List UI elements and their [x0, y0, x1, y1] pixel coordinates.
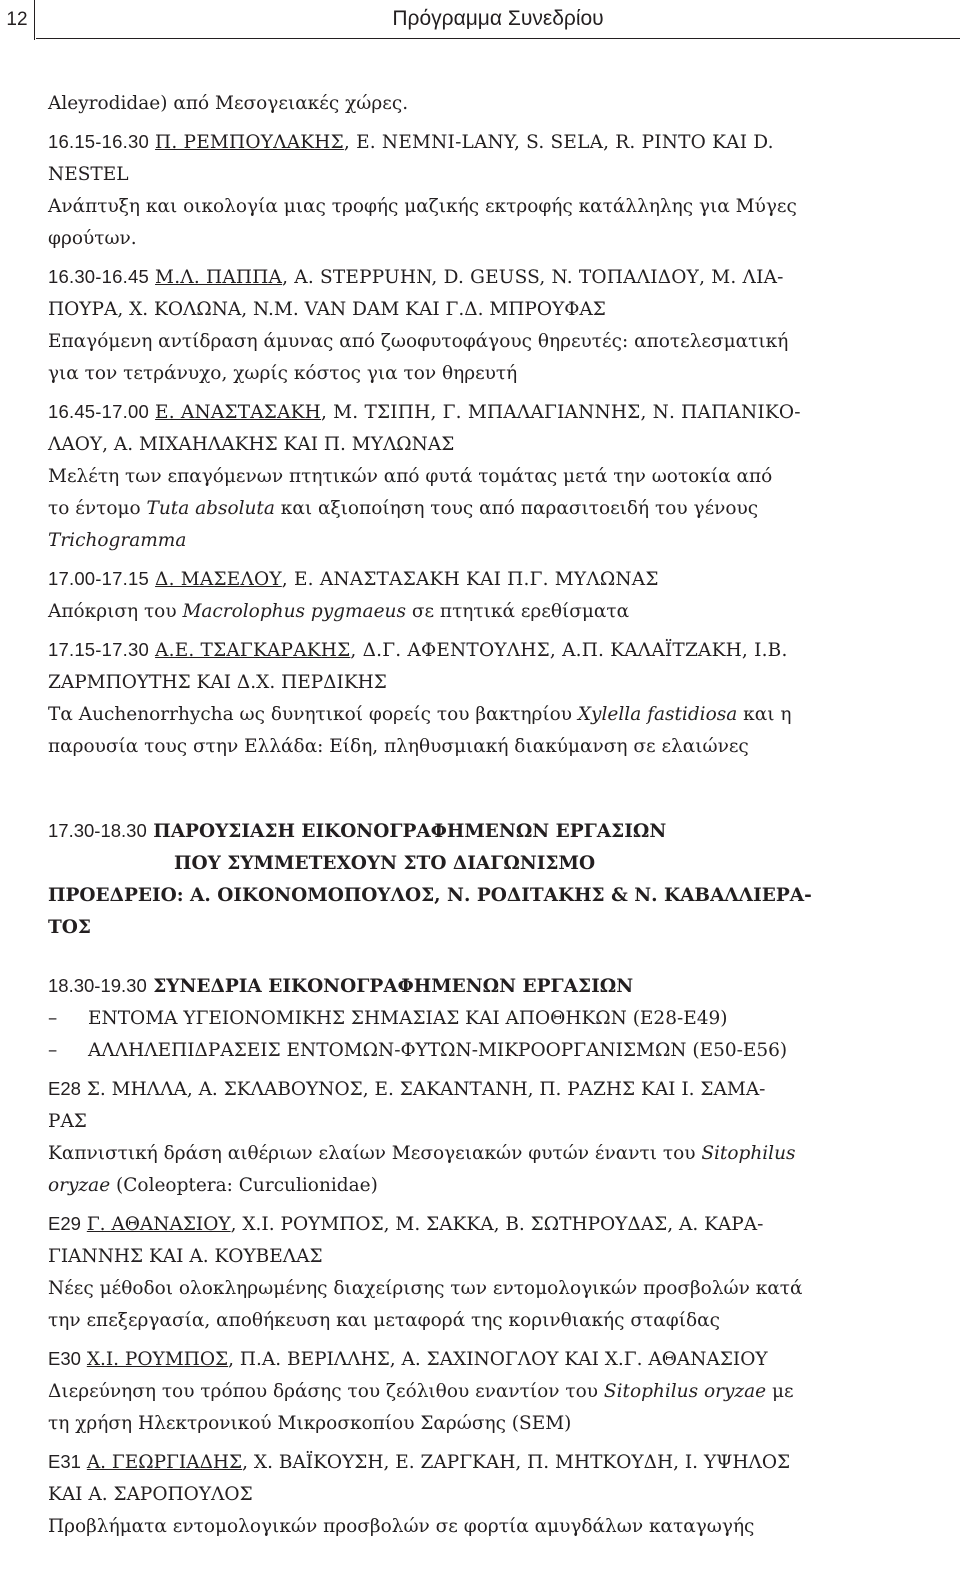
talk-entry: [48, 563, 928, 628]
poster-presenter: Σ. ΜΗΛΛΑ: [86, 1079, 187, 1100]
spacer: [48, 769, 928, 795]
talk-entry: 16.45-17.00 Ε. ΑΝΑΣΤΑΣΑΚΗ, Μ. ΤΣΙΠΗ, Γ. ΜΠΑΛΑΓΙΑΝΝΗΣ, Ν. ΠΑΠΑΝΙΚΟ- ΛΑΟΥ, Α. ΜΙΧΑΗΛΑΚΗΣ ΚΑΙ Π. ΜΥΛΩΝΑΣ Μελέτη των επαγόμενων πτητικών από φυτά τομάτας μετά την ωοτοκία από το έντομο Tuta absoluta και αξιοποίηση τους από παρασιτοειδή του γένους Trichogramma: [48, 396, 928, 557]
talk-time: 16.30-16.45: [48, 266, 149, 287]
talk-presenter: Μ.Λ. ΠΑΠΠΑ: [155, 267, 283, 288]
poster-authors: Ε29 Γ. ΑΘΑΝΑΣΙΟΥ, Χ.Ι. ΡΟΥΜΠΟΣ, Μ. ΣΑΚΚΑ, Β. ΣΩΤΗΡΟΥΔΑΣ, Α. ΚΑΡΑ-: [48, 1213, 764, 1235]
chair-line: ΠΡΟΕΔΡΕΙΟ: Α. ΟΙΚΟΝΟΜΟΠΟΥΛΟΣ, Ν. ΡΟΔΙΤΑΚΗΣ & Ν. ΚΑΒΑΛΛΙΕΡΑ-: [48, 885, 812, 906]
talk-title: το έντομο Tuta absoluta και αξιοποίηση τους από παρασιτοειδή του γένους: [48, 498, 759, 519]
poster-entry: [48, 1343, 928, 1440]
section-heading-cont: ΠΟΥ ΣΥΜΜΕΤΕΧΟΥΝ ΣΤΟ ΔΙΑΓΩΝΙΣΜΟ: [174, 853, 596, 874]
section-heading: ΠΑΡΟΥΣΙΑΣΗ ΕΙΚΟΝΟΓΡΑΦΗΜΕΝΩΝ ΕΡΓΑΣΙΩΝ: [153, 821, 667, 842]
page-number: 12: [0, 0, 35, 40]
intro-line: Aleyrodidae) από Μεσογειακές χώρες.: [48, 93, 409, 114]
talk-authors: 16.15-16.30 Π. ΡΕΜΠΟΥΛΑΚΗΣ, Ε. NEMNI-LANY, S. SELA, R. PINTO ΚΑΙ D.: [48, 131, 774, 153]
poster-entry: Ε29 Γ. ΑΘΑΝΑΣΙΟΥ, Χ.Ι. ΡΟΥΜΠΟΣ, Μ. ΣΑΚΚΑ, Β. ΣΩΤΗΡΟΥΔΑΣ, Α. ΚΑΡΑ- ΓΙΑΝΝΗΣ ΚΑΙ Α. ΚΟΥΒΕΛΑΣ Νέες μέθοδοι ολοκληρωμένης διαχείρισης των εντομολογικών προσβολών κατά την επεξεργασία, αποθήκευση και μεταφορά της κορινθιακής σταφίδας: [48, 1208, 928, 1337]
talk-authors: 16.45-17.00 Ε. ΑΝΑΣΤΑΣΑΚΗ, Μ. ΤΣΙΠΗ, Γ. ΜΠΑΛΑΓΙΑΝΝΗΣ, Ν. ΠΑΠΑΝΙΚΟ-: [48, 401, 801, 423]
species-name: oryzae: [48, 1175, 111, 1196]
poster-presentation-section: [48, 815, 928, 944]
talk-presenter: Δ. ΜΑΣΕΛΟΥ: [155, 569, 282, 590]
poster-entry: Ε28 Σ. ΜΗΛΛΑ, Α. ΣΚΛΑΒΟΥΝΟΣ, Ε. ΣΑΚΑΝΤΑΝΗ, Π. ΡΑΖΗΣ ΚΑΙ Ι. ΣΑΜΑ- ΡΑΣ Καπνιστική δράση αιθέριων ελαίων Μεσογειακών φυτών έναντι του Sitophilus oryzae (Coleoptera: Curculionidae): [48, 1073, 928, 1202]
species-name: Trichogramma: [48, 530, 187, 551]
poster-presenter: Γ. ΑΘΑΝΑΣΙΟΥ: [86, 1214, 231, 1235]
poster-code: Ε31: [48, 1451, 81, 1472]
section-time: 18.30-19.30: [48, 975, 147, 996]
poster-authors: Ε30 Χ.Ι. ΡΟΥΜΠΟΣ, Π.Α. ΒΕΡΙΛΛΗΣ, Α. ΣΑΧΙΝΟΓΛΟΥ ΚΑΙ Χ.Γ. ΑΘΑΝΑΣΙΟΥ: [48, 1348, 768, 1370]
talk-title: για τον τετράνυχο, χωρίς κόστος για τον θηρευτή: [48, 363, 518, 384]
talk-entry: 16.30-16.45 Μ.Λ. ΠΑΠΠΑ, A. STEPPUHN, D. GEUSS, N. ΤΟΠΑΛΙΔΟΥ, Μ. ΛΙΑ- ΠΟΥΡΑ, Χ. ΚΟΛΩΝΑ, N.M. VAN DAM ΚΑΙ Γ.Δ. ΜΠΡΟΥΦΑΣ Επαγόμενη αντίδραση άμυνας από ζωοφυτοφάγους θηρευτές: αποτελεσματική για τον τετράνυχο, χωρίς κόστος για τον θηρευτή: [48, 261, 928, 390]
page-header: [0, 0, 960, 40]
species-name: Xylella fastidiosa: [577, 704, 738, 725]
talk-title: Ανάπτυξη και οικολογία μιας τροφής μαζικής εκτροφής κατάλληλης για Μύγες: [48, 196, 797, 217]
program-content: [48, 88, 928, 1549]
session-topic: – ΑΛΛΗΛΕΠΙΔΡΑΣΕΙΣ ΕΝΤΟΜΩΝ-ΦΥΤΩΝ-ΜΙΚΡΟΟΡΓΑΝΙΣΜΩΝ (Ε50-Ε56): [48, 1040, 788, 1061]
running-title: Πρόγραμμα Συνεδρίου: [36, 0, 960, 39]
chair-line: ΤΟΣ: [48, 917, 91, 938]
poster-presenter: Χ.Ι. ΡΟΥΜΠΟΣ: [86, 1349, 229, 1370]
talk-time: 17.15-17.30: [48, 639, 149, 660]
talk-entry: 16.15-16.30 Π. ΡΕΜΠΟΥΛΑΚΗΣ, Ε. NEMNI-LANY, S. SELA, R. PINTO ΚΑΙ D. NESTEL Ανάπτυξη και οικολογία μιας τροφής μαζικής εκτροφής κατάλληλης για Μύγες φρούτων.: [48, 126, 928, 255]
talk-title: Μελέτη των επαγόμενων πτητικών από φυτά τομάτας μετά την ωοτοκία από: [48, 466, 773, 487]
poster-code: Ε28: [48, 1078, 81, 1099]
talk-title: Τα Auchenorrhycha ως δυνητικοί φορείς του βακτηρίου Xylella fastidiosa και η: [48, 704, 792, 725]
poster-authors: Ε28 Σ. ΜΗΛΛΑ, Α. ΣΚΛΑΒΟΥΝΟΣ, Ε. ΣΑΚΑΝΤΑΝΗ, Π. ΡΑΖΗΣ ΚΑΙ Ι. ΣΑΜΑ-: [48, 1078, 766, 1100]
poster-title: oryzae (Coleoptera: Curculionidae): [48, 1175, 378, 1196]
species-name: Tuta absoluta: [146, 498, 275, 519]
session-topic: – ΕΝΤΟΜΑ ΥΓΕΙΟΝΟΜΙΚΗΣ ΣΗΜΑΣΙΑΣ ΚΑΙ ΑΠΟΘΗΚΩΝ (Ε28-Ε49): [48, 1008, 728, 1029]
poster-authors: Ε31 Α. ΓΕΩΡΓΙΑΔΗΣ, Χ. ΒΑΪΚΟΥΣΗ, Ε. ΖΑΡΓΚΑΗ, Π. ΜΗΤΚΟΥΔΗ, Ι. ΥΨΗΛΟΣ: [48, 1451, 791, 1473]
talk-presenter: Π. ΡΕΜΠΟΥΛΑΚΗΣ: [155, 132, 344, 153]
section-heading: ΣΥΝΕΔΡΙΑ ΕΙΚΟΝΟΓΡΑΦΗΜΕΝΩΝ ΕΡΓΑΣΙΩΝ: [153, 976, 634, 997]
poster-entry: Ε31 Α. ΓΕΩΡΓΙΑΔΗΣ, Χ. ΒΑΪΚΟΥΣΗ, Ε. ΖΑΡΓΚΑΗ, Π. ΜΗΤΚΟΥΔΗ, Ι. ΥΨΗΛΟΣ ΚΑΙ Α. ΣΑΡΟΠΟΥΛΟΣ Προβλήματα εντομολογικών προσβολών σε φορτία αμυγδάλων καταγωγής: [48, 1446, 928, 1543]
poster-session-section: [48, 970, 928, 1067]
talk-authors: 17.00-17.15 Δ. ΜΑΣΕΛΟΥ, Ε. ΑΝΑΣΤΑΣΑΚΗ ΚΑΙ Π.Γ. ΜΥΛΩΝΑΣ: [48, 568, 659, 590]
talk-time: 16.45-17.00: [48, 401, 149, 422]
species-name: Sitophilus oryzae: [603, 1381, 767, 1402]
talk-title: [48, 525, 928, 557]
talk-time: 17.00-17.15: [48, 568, 149, 589]
talk-presenter: Α.Ε. ΤΣΑΓΚΑΡΑΚΗΣ: [155, 640, 351, 661]
talk-authors: 16.30-16.45 Μ.Λ. ΠΑΠΠΑ, A. STEPPUHN, D. GEUSS, N. ΤΟΠΑΛΙΔΟΥ, Μ. ΛΙΑ-: [48, 266, 784, 288]
talk-title: παρουσία τους στην Ελλάδα: Είδη, πληθυσμιακή διακύμανση σε ελαιώνες: [48, 736, 749, 757]
poster-title: Νέες μέθοδοι ολοκληρωμένης διαχείρισης των εντομολογικών προσβολών κατά: [48, 1278, 803, 1299]
talk-presenter: Ε. ΑΝΑΣΤΑΣΑΚΗ: [155, 402, 321, 423]
talk-authors: 17.15-17.30 Α.Ε. ΤΣΑΓΚΑΡΑΚΗΣ, Δ.Γ. ΑΦΕΝΤΟΥΛΗΣ, Α.Π. ΚΑΛΑΪΤΖΑΚΗ, Ι.Β.: [48, 639, 788, 661]
talk-entry: 17.15-17.30 Α.Ε. ΤΣΑΓΚΑΡΑΚΗΣ, Δ.Γ. ΑΦΕΝΤΟΥΛΗΣ, Α.Π. ΚΑΛΑΪΤΖΑΚΗ, Ι.Β. ΖΑΡΜΠΟΥΤΗΣ ΚΑΙ Δ.Χ. ΠΕΡΔΙΚΗΣ Τα Auchenorrhycha ως δυνητικοί φορείς του βακτηρίου Xylella fastidiosa και η παρουσία τους στην Ελλάδα: Είδη, πληθυσμιακή διακύμανση σε ελαιώνες: [48, 634, 928, 763]
species-name: Sitophilus: [701, 1143, 796, 1164]
talk-title: Επαγόμενη αντίδραση άμυνας από ζωοφυτοφάγους θηρευτές: αποτελεσματική: [48, 331, 789, 352]
talk-time: 16.15-16.30: [48, 131, 149, 152]
poster-title: Διερεύνηση του τρόπου δράσης του ζεόλιθου εναντίον του Sitophilus oryzae με: [48, 1381, 794, 1402]
poster-presenter: Α. ΓΕΩΡΓΙΑΔΗΣ: [86, 1452, 243, 1473]
poster-title: Προβλήματα εντομολογικών προσβολών σε φορτία αμυγδάλων καταγωγής: [48, 1516, 755, 1537]
spacer: [48, 944, 928, 970]
talk-title: φρούτων.: [48, 228, 137, 249]
intro-continuation: [48, 88, 928, 120]
talk-title: Απόκριση του Macrolophus pygmaeus σε πτητικά ερεθίσματα: [48, 601, 630, 622]
section-time: 17.30-18.30: [48, 820, 147, 841]
poster-title: την επεξεργασία, αποθήκευση και μεταφορά της κορινθιακής σταφίδας: [48, 1310, 720, 1331]
species-name: Macrolophus pygmaeus: [182, 601, 406, 622]
poster-code: Ε30: [48, 1348, 81, 1369]
poster-title: Καπνιστική δράση αιθέριων ελαίων Μεσογειακών φυτών έναντι του Sitophilus: [48, 1143, 796, 1164]
poster-title: τη χρήση Ηλεκτρονικού Μικροσκοπίου Σαρώσης (SEM): [48, 1413, 572, 1434]
poster-code: Ε29: [48, 1213, 81, 1234]
